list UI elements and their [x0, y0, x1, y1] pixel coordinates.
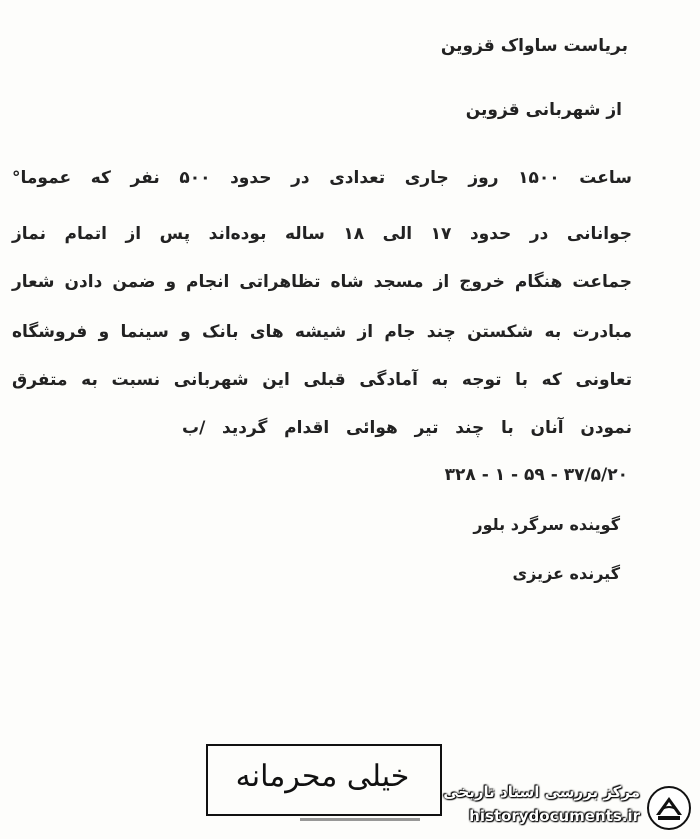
sender-header: از شهربانی قزوین [465, 100, 622, 120]
archive-book-logo-icon [646, 785, 692, 831]
confidential-stamp-text: خیلی محرمانه [235, 759, 410, 794]
watermark-title: مرکز بررسی اسناد تاریخی [443, 783, 640, 801]
speaker-line: گوینده سرگرد بلور [473, 515, 620, 534]
body-line-3: جماعت هنگام خروج از مسجد شاه تظاهراتی انجام و ضمن دادن شعار [12, 272, 632, 292]
body-line-4: مبادرت به شکستن چند جام از شیشه های بانک و سینما و فروشگاه [12, 322, 632, 342]
reference-number: ۳۷/۵/۲۰ - ۵۹ - ۱ - ۳۲۸ [444, 465, 628, 485]
scan-artifact [300, 818, 420, 821]
receiver-line: گیرنده عزیزی [512, 564, 620, 583]
body-line-1: ساعت ۱۵۰۰ روز جاری تعدادی در حدود ۵۰۰ نفر که عموما° [12, 168, 632, 188]
body-line-5: تعاونی که با توجه به آمادگی قبلی این شهربانی نسبت به متفرق [12, 370, 632, 390]
watermark [422, 781, 692, 833]
body-line-2: جوانانی در حدود ۱۷ الی ۱۸ ساله بوده‌اند پس از اتمام نماز [12, 224, 632, 244]
watermark-url: historydocuments.ir [469, 807, 640, 825]
body-line-6: نمودن آنان با چند تیر هوائی اقدام گردید /ب [182, 418, 632, 438]
recipient-header: بریاست ساواک قزوین [440, 36, 628, 56]
